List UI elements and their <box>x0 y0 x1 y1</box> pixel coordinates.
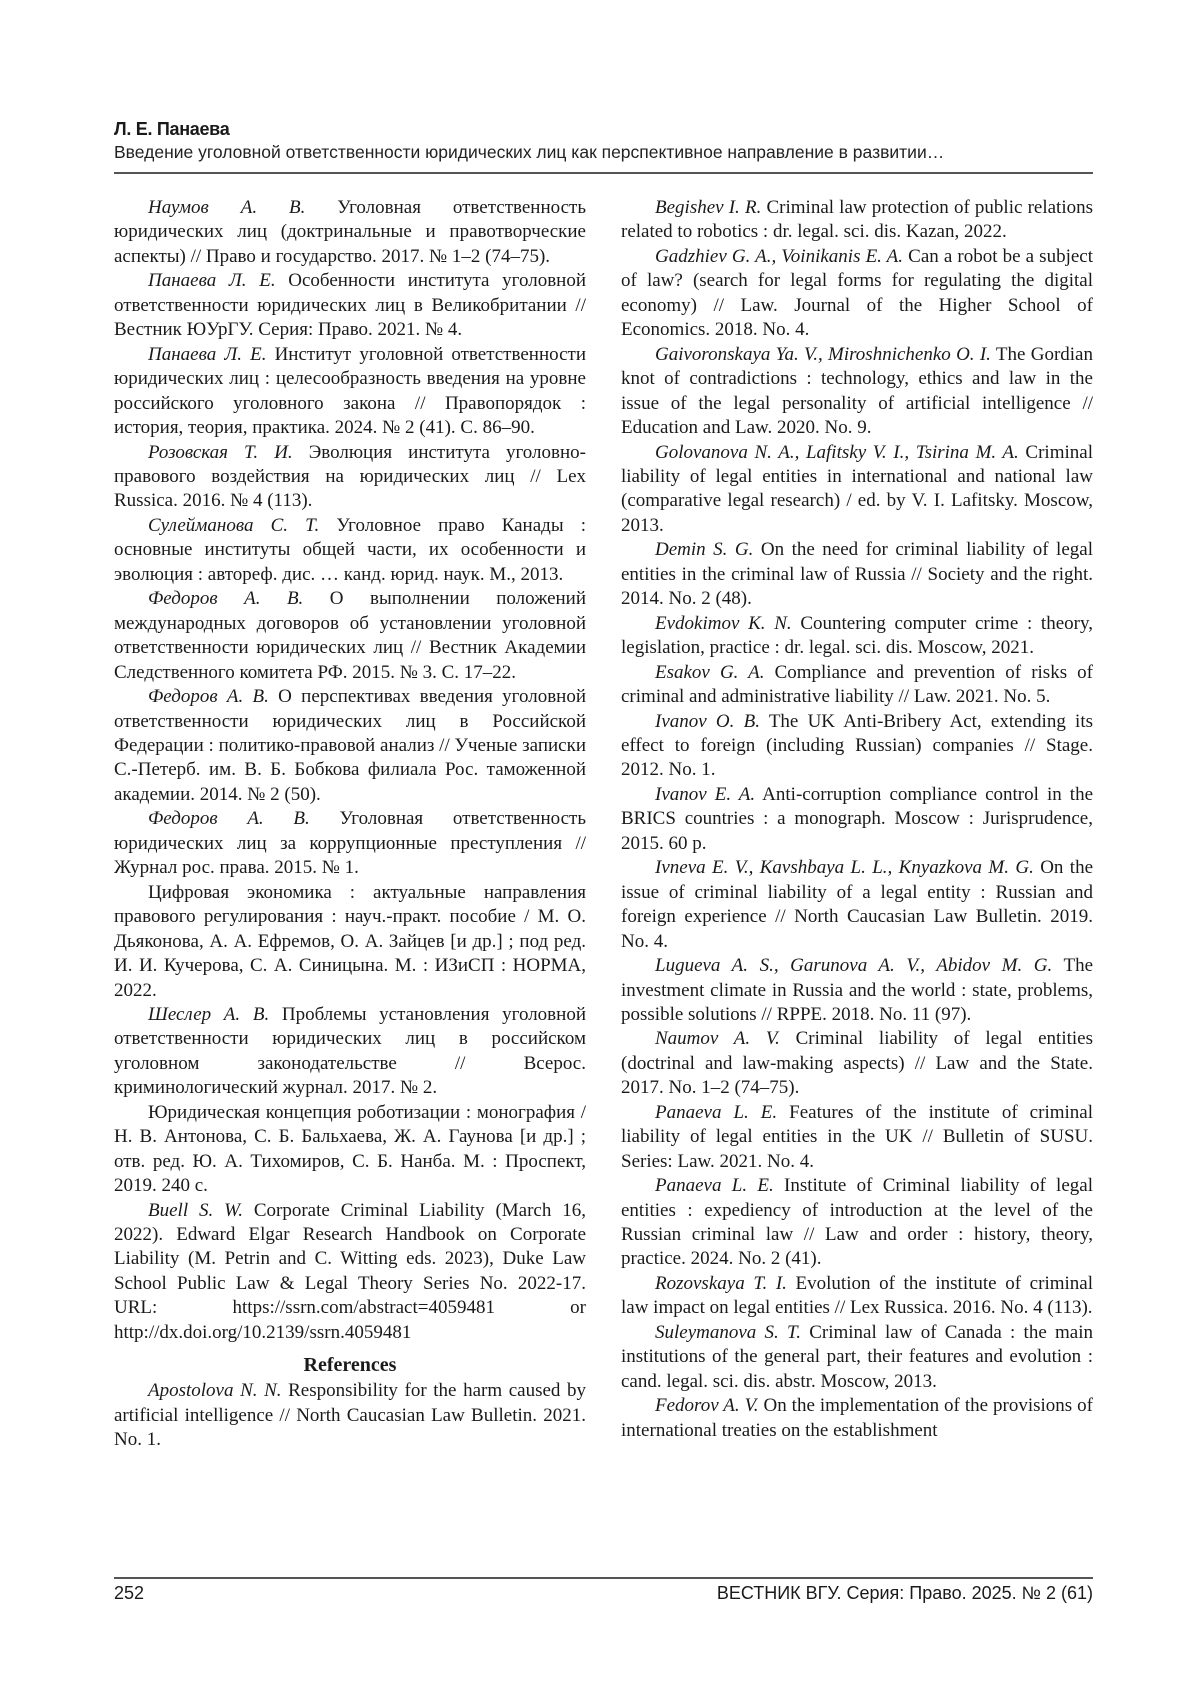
journal-info: ВЕСТНИК ВГУ. Серия: Право. 2025. № 2 (61) <box>717 1583 1093 1604</box>
left-column <box>114 196 586 1453</box>
reference-entry <box>114 1379 586 1452</box>
page-number: 252 <box>114 1583 144 1604</box>
reference-author: Ivneva E. V., Kavshbaya L. L., Knyazkova M. G. <box>655 857 1034 878</box>
reference-entry <box>114 196 586 269</box>
reference-text: On the issue of criminal liability of a legal entity : Russian and foreign experience // North Caucasian Law Bulletin. 2019. No. 4. <box>621 857 1093 951</box>
reference-entry <box>621 612 1093 661</box>
reference-author: Buell S. W. <box>148 1200 243 1221</box>
running-footer <box>114 1583 1093 1604</box>
reference-author: Ivanov E. A. <box>655 784 755 805</box>
reference-author: Шеслер А. В. <box>148 1004 269 1025</box>
reference-text: The UK Anti-Bribery Act, extending its effect to foreign (including Russian) companies // Stage. 2012. No. 1. <box>621 711 1093 781</box>
reference-text: Countering computer crime : theory, legislation, practice : dr. legal. sci. dis. Moscow, 2021. <box>621 613 1093 658</box>
right-column <box>621 196 1093 1443</box>
references-list <box>114 1379 586 1452</box>
reference-author: Demin S. G. <box>655 539 753 560</box>
reference-text: Юридическая концепция роботизации : монография / Н. В. Антонова, С. Б. Бальхаева, Ж. А. Гаунова [и др.] ; отв. ред. Ю. А. Тихомиров, С. Б. Нанба. М. : Проспект, 2019. 240 с. <box>114 1102 586 1196</box>
reference-entry <box>621 441 1093 539</box>
reference-text: Responsibility for the harm caused by artificial intelligence // North Caucasian Law Bulletin. 2021. No. 1. <box>114 1380 586 1450</box>
reference-text: Compliance and prevention of risks of criminal and administrative liability // Law. 2021. No. 5. <box>621 662 1093 707</box>
reference-text: On the implementation of the provisions of international treaties on the establishment <box>621 1395 1093 1440</box>
reference-entry <box>621 661 1093 710</box>
references-heading: References <box>114 1353 586 1377</box>
footer-divider <box>114 1577 1093 1579</box>
reference-text: The investment climate in Russia and the world : state, problems, possible solutions // RPPE. 2018. No. 11 (97). <box>621 955 1093 1025</box>
reference-author: Федоров А. В. <box>148 808 310 829</box>
reference-entry <box>621 343 1093 441</box>
reference-author: Розовская Т. И. <box>148 442 293 463</box>
reference-author: Наумов А. В. <box>148 197 305 218</box>
reference-entry <box>621 954 1093 1027</box>
reference-entry <box>621 1394 1093 1443</box>
reference-text: Criminal law of Canada : the main institutions of the general part, their features and evolution : cand. legal. sci. dis. abstr. Moscow, 2013. <box>621 1322 1093 1392</box>
reference-text: Criminal law protection of public relations related to robotics : dr. legal. sci. dis. Kazan, 2022. <box>621 197 1093 242</box>
reference-text: The Gordian knot of contradictions : technology, ethics and law in the issue of the legal personality of artificial intelligence // Education and Law. 2020. No. 9. <box>621 344 1093 438</box>
reference-author: Федоров А. В. <box>148 686 269 707</box>
reference-entry <box>114 1101 586 1199</box>
reference-text: Уголовная ответственность юридических лиц за коррупционные преступления // Журнал рос. права. 2015. № 1. <box>114 808 586 878</box>
reference-author: Suleymanova S. T. <box>655 1322 801 1343</box>
reference-entry <box>621 538 1093 611</box>
reference-text: Can a robot be a subject of law? (search for legal forms for regulating the digital economy) // Law. Journal of the Higher School of Economics. 2018. No. 4. <box>621 246 1093 340</box>
reference-entry <box>114 343 586 441</box>
reference-author: Gaivoronskaya Ya. V., Miroshnichenko O. I. <box>655 344 991 365</box>
reference-author: Panaeva L. E. <box>655 1102 777 1123</box>
reference-text: Эволюция института уголовно-правового воздействия на юридических лиц // Lex Russica. 2016. № 4 (113). <box>114 442 586 512</box>
reference-text: Уголовное право Канады : основные институты общей части, их особенности и эволюция : автореф. дис. … канд. юрид. наук. М., 2013. <box>114 515 586 585</box>
reference-text: Institute of Criminal liability of legal entities : expediency of introduction at the level of the Russian criminal law // Law and order : history, theory, practice. 2024. No. 2 (41). <box>621 1175 1093 1269</box>
reference-text: О перспективах введения уголовной ответственности юридических лиц в Российской Федерации : политико-правовой анализ // Ученые записки С.-Петерб. им. В. Б. Бобкова филиала Рос. таможенной академии. 2014. № 2 (50). <box>114 686 586 805</box>
reference-entry <box>114 269 586 342</box>
reference-entry <box>114 685 586 807</box>
references-list-continued <box>621 196 1093 1443</box>
reference-author: Begishev I. R. <box>655 197 761 218</box>
reference-entry <box>114 1003 586 1101</box>
reference-text: Цифровая экономика : актуальные направления правового регулирования : науч.-практ. пособие / М. О. Дьяконова, А. А. Ефремов, О. А. Зайцев [и др.] ; под ред. И. И. Кучерова, С. А. Синицына. М. : ИЗиСП : НОРМА, 2022. <box>114 882 586 1001</box>
reference-text: О выполнении положений международных договоров об установлении уголовной ответственности юридических лиц // Вестник Академии Следственного комитета РФ. 2015. № 3. С. 17–22. <box>114 588 586 682</box>
reference-text: Проблемы установления уголовной ответственности юридических лиц в российском уголовном законодательстве // Всерос. криминологический журнал. 2017. № 2. <box>114 1004 586 1098</box>
reference-text: Уголовная ответственность юридических лиц (доктринальные и правотворческие аспекты) // Право и государство. 2017. № 1–2 (74–75). <box>114 197 586 267</box>
reference-author: Naumov A. V. <box>655 1028 780 1049</box>
reference-entry <box>114 881 586 1003</box>
header-article-title: Введение уголовной ответственности юридических лиц как перспективное направление в развитии… <box>114 140 1094 164</box>
reference-text: Особенности института уголовной ответственности юридических лиц в Великобритании // Вестник ЮУрГУ. Серия: Право. 2021. № 4. <box>114 270 586 340</box>
reference-entry <box>621 245 1093 343</box>
reference-text: Институт уголовной ответственности юридических лиц : целесообразность введения на уровне российского уголовного закона // Правопорядок : история, теория, практика. 2024. № 2 (41). С. 86–90. <box>114 344 586 438</box>
reference-text: Corporate Criminal Liability (March 16, 2022). Edward Elgar Research Handbook on Corporate Liability (M. Petrin and C. Witting eds. 2023), Duke Law School Public Law & Legal Theory Series No. 2022-17. URL: https://ssrn.com/abstract=4059481 or http://dx.doi.org/10.2139/ssrn.4059481 <box>114 1200 586 1343</box>
bibliography-list <box>114 196 586 1345</box>
reference-author: Панаева Л. Е. <box>148 344 266 365</box>
reference-entry <box>621 856 1093 954</box>
reference-text: On the need for criminal liability of legal entities in the criminal law of Russia // Society and the right. 2014. No. 2 (48). <box>621 539 1093 609</box>
reference-author: Lugueva A. S., Garunova A. V., Abidov M. G. <box>655 955 1052 976</box>
reference-entry <box>621 710 1093 783</box>
running-header <box>114 118 1094 164</box>
reference-author: Rozovskaya T. I. <box>655 1273 787 1294</box>
reference-entry <box>621 783 1093 856</box>
reference-author: Esakov G. A. <box>655 662 765 683</box>
reference-author: Panaeva L. E. <box>655 1175 774 1196</box>
reference-entry <box>621 196 1093 245</box>
reference-author: Gadzhiev G. A., Voinikanis E. A. <box>655 246 903 267</box>
header-author: Л. Е. Панаева <box>114 118 1094 140</box>
reference-text: Anti-corruption compliance control in the BRICS countries : a monograph. Moscow : Jurisprudence, 2015. 60 p. <box>621 784 1093 854</box>
reference-entry <box>114 587 586 685</box>
reference-entry <box>114 514 586 587</box>
reference-entry <box>621 1101 1093 1174</box>
reference-author: Fedorov A. V. <box>655 1395 759 1416</box>
reference-text: Criminal liability of legal entities (doctrinal and law-making aspects) // Law and the State. 2017. No. 1–2 (74–75). <box>621 1028 1093 1098</box>
header-divider <box>114 172 1093 174</box>
reference-author: Evdokimov K. N. <box>655 613 792 634</box>
reference-author: Apostolova N. N. <box>148 1380 282 1401</box>
reference-author: Панаева Л. Е. <box>148 270 276 291</box>
reference-author: Федоров А. В. <box>148 588 303 609</box>
reference-entry <box>621 1174 1093 1272</box>
reference-text: Features of the institute of criminal liability of legal entities in the UK // Bulletin of SUSU. Series: Law. 2021. No. 4. <box>621 1102 1093 1172</box>
reference-entry <box>621 1321 1093 1394</box>
reference-entry <box>621 1027 1093 1100</box>
reference-author: Ivanov O. B. <box>655 711 760 732</box>
reference-entry <box>114 1199 586 1346</box>
reference-text: Criminal liability of legal entities in international and national law (comparative legal research) / ed. by V. I. Lafitsky. Moscow, 2013. <box>621 442 1093 536</box>
reference-entry <box>621 1272 1093 1321</box>
reference-entry <box>114 807 586 880</box>
reference-entry <box>114 441 586 514</box>
reference-text: Evolution of the institute of criminal law impact on legal entities // Lex Russica. 2016. No. 4 (113). <box>621 1273 1093 1318</box>
reference-author: Сулейманова С. Т. <box>148 515 319 536</box>
reference-author: Golovanova N. A., Lafitsky V. I., Tsirina M. A. <box>655 442 1019 463</box>
